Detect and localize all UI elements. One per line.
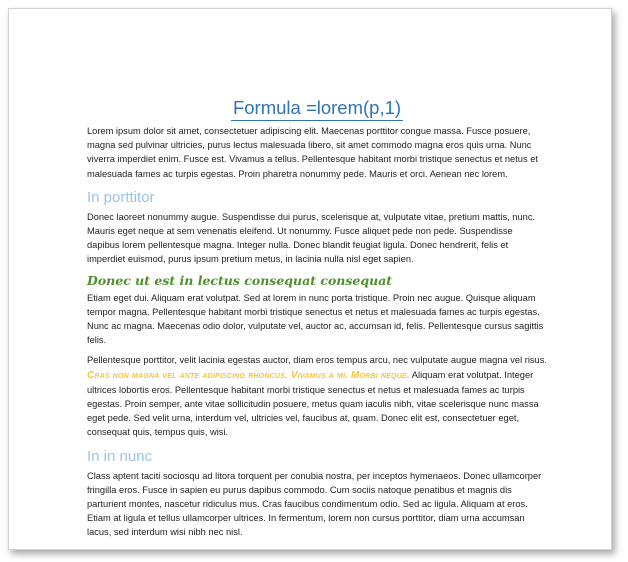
paragraph-5: Class aptent taciti sociosqu ad litora torquent per conubia nostra, per inceptos hymenaeos. Donec ullamcorper fringilla eros. Fusce in sapien eu purus dapibus commodo. Cum sociis natoque penatibus et magnis dis parturient montes, nascetur ridiculus mus. Cras faucibus condimentum odio. Sed ac ligula. Aliquam at eros. Etiam at ligula et tellus ullamcorper ultrices. In fermentum, lorem non cursus porttitor, diam urna accumsan lacus, sed interdum wisi nibh nec nisl.	[87, 470, 542, 538]
heading-in-porttitor: In porttitor	[87, 188, 155, 206]
paragraph-4	[87, 353, 547, 439]
title-container	[87, 97, 547, 123]
heading-in-in-nunc: In in nunc	[87, 447, 153, 465]
heading-donec: Donec ut est in lectus consequat consequat	[87, 272, 393, 288]
paragraph-2: Donec laoreet nonummy augue. Suspendisse dui purus, scelerisque at, vulputate vitae, pretium mattis, nunc. Mauris eget neque at sem venenatis eleifend. Ut nonummy. Fusce aliquet pede non pede. Suspendisse dapibus lorem pellentesque magna. Integer nulla. Donec blandit feugiat ligula. Donec hendrerit, felis et imperdiet euismod, purus ipsum pretium metus, in lacinia nulla nisl eget sapien.	[87, 211, 536, 265]
paragraph-4-emphasis: Cras non magna vel ante adipiscing rhoncus. Vivamus a mi. Morbi neque.	[87, 369, 410, 381]
document-page	[8, 8, 612, 550]
document-body	[87, 97, 547, 546]
paragraph-3: Etiam eget dui. Aliquam erat volutpat. Sed at lorem in nunc porta tristique. Proin nec augue. Quisque aliquam tempor magna. Pellentesque habitant morbi tristique senectus et netus et malesuada fames ac turpis egestas. Nunc ac magna. Maecenas odio dolor, vulputate vel, auctor ac, accumsan id, felis. Pellentesque cursus sagittis felis.	[87, 292, 544, 346]
paragraph-4-end: Aliquam erat volutpat. Integer ultrices lobortis eros. Pellentesque habitant morbi tristique senectus et netus et malesuada fames ac turpis egestas. Proin semper, ante vitae sollicitudin posuere, metus quam iaculis nibh, vitae scelerisque nunc massa eget pede. Sed velit urna, interdum vel, ultricies vel, faucibus at, quam. Donec elit est, consectetuer eget, consequat quis, tempus quis, wisi.	[87, 369, 539, 438]
paragraph-1: Lorem ipsum dolor sit amet, consectetuer adipiscing elit. Maecenas porttitor congue massa. Fusce posuere, magna sed pulvinar ultricies, purus lectus malesuada libero, sit amet commodo magna eros quis urna. Nunc viverra imperdiet enim. Fusce est. Vivamus a tellus. Pellentesque habitant morbi tristique senectus et netus et malesuada fames ac turpis egestas. Proin pharetra nonummy pede. Mauris et orci. Aenean nec lorem.	[87, 126, 538, 179]
document-title: Formula =lorem(p,1)	[231, 97, 403, 121]
paragraph-4-start: Pellentesque porttitor, velit lacinia egestas auctor, diam eros tempus arcu, nec vulputate augue magna vel risus.	[87, 355, 547, 366]
